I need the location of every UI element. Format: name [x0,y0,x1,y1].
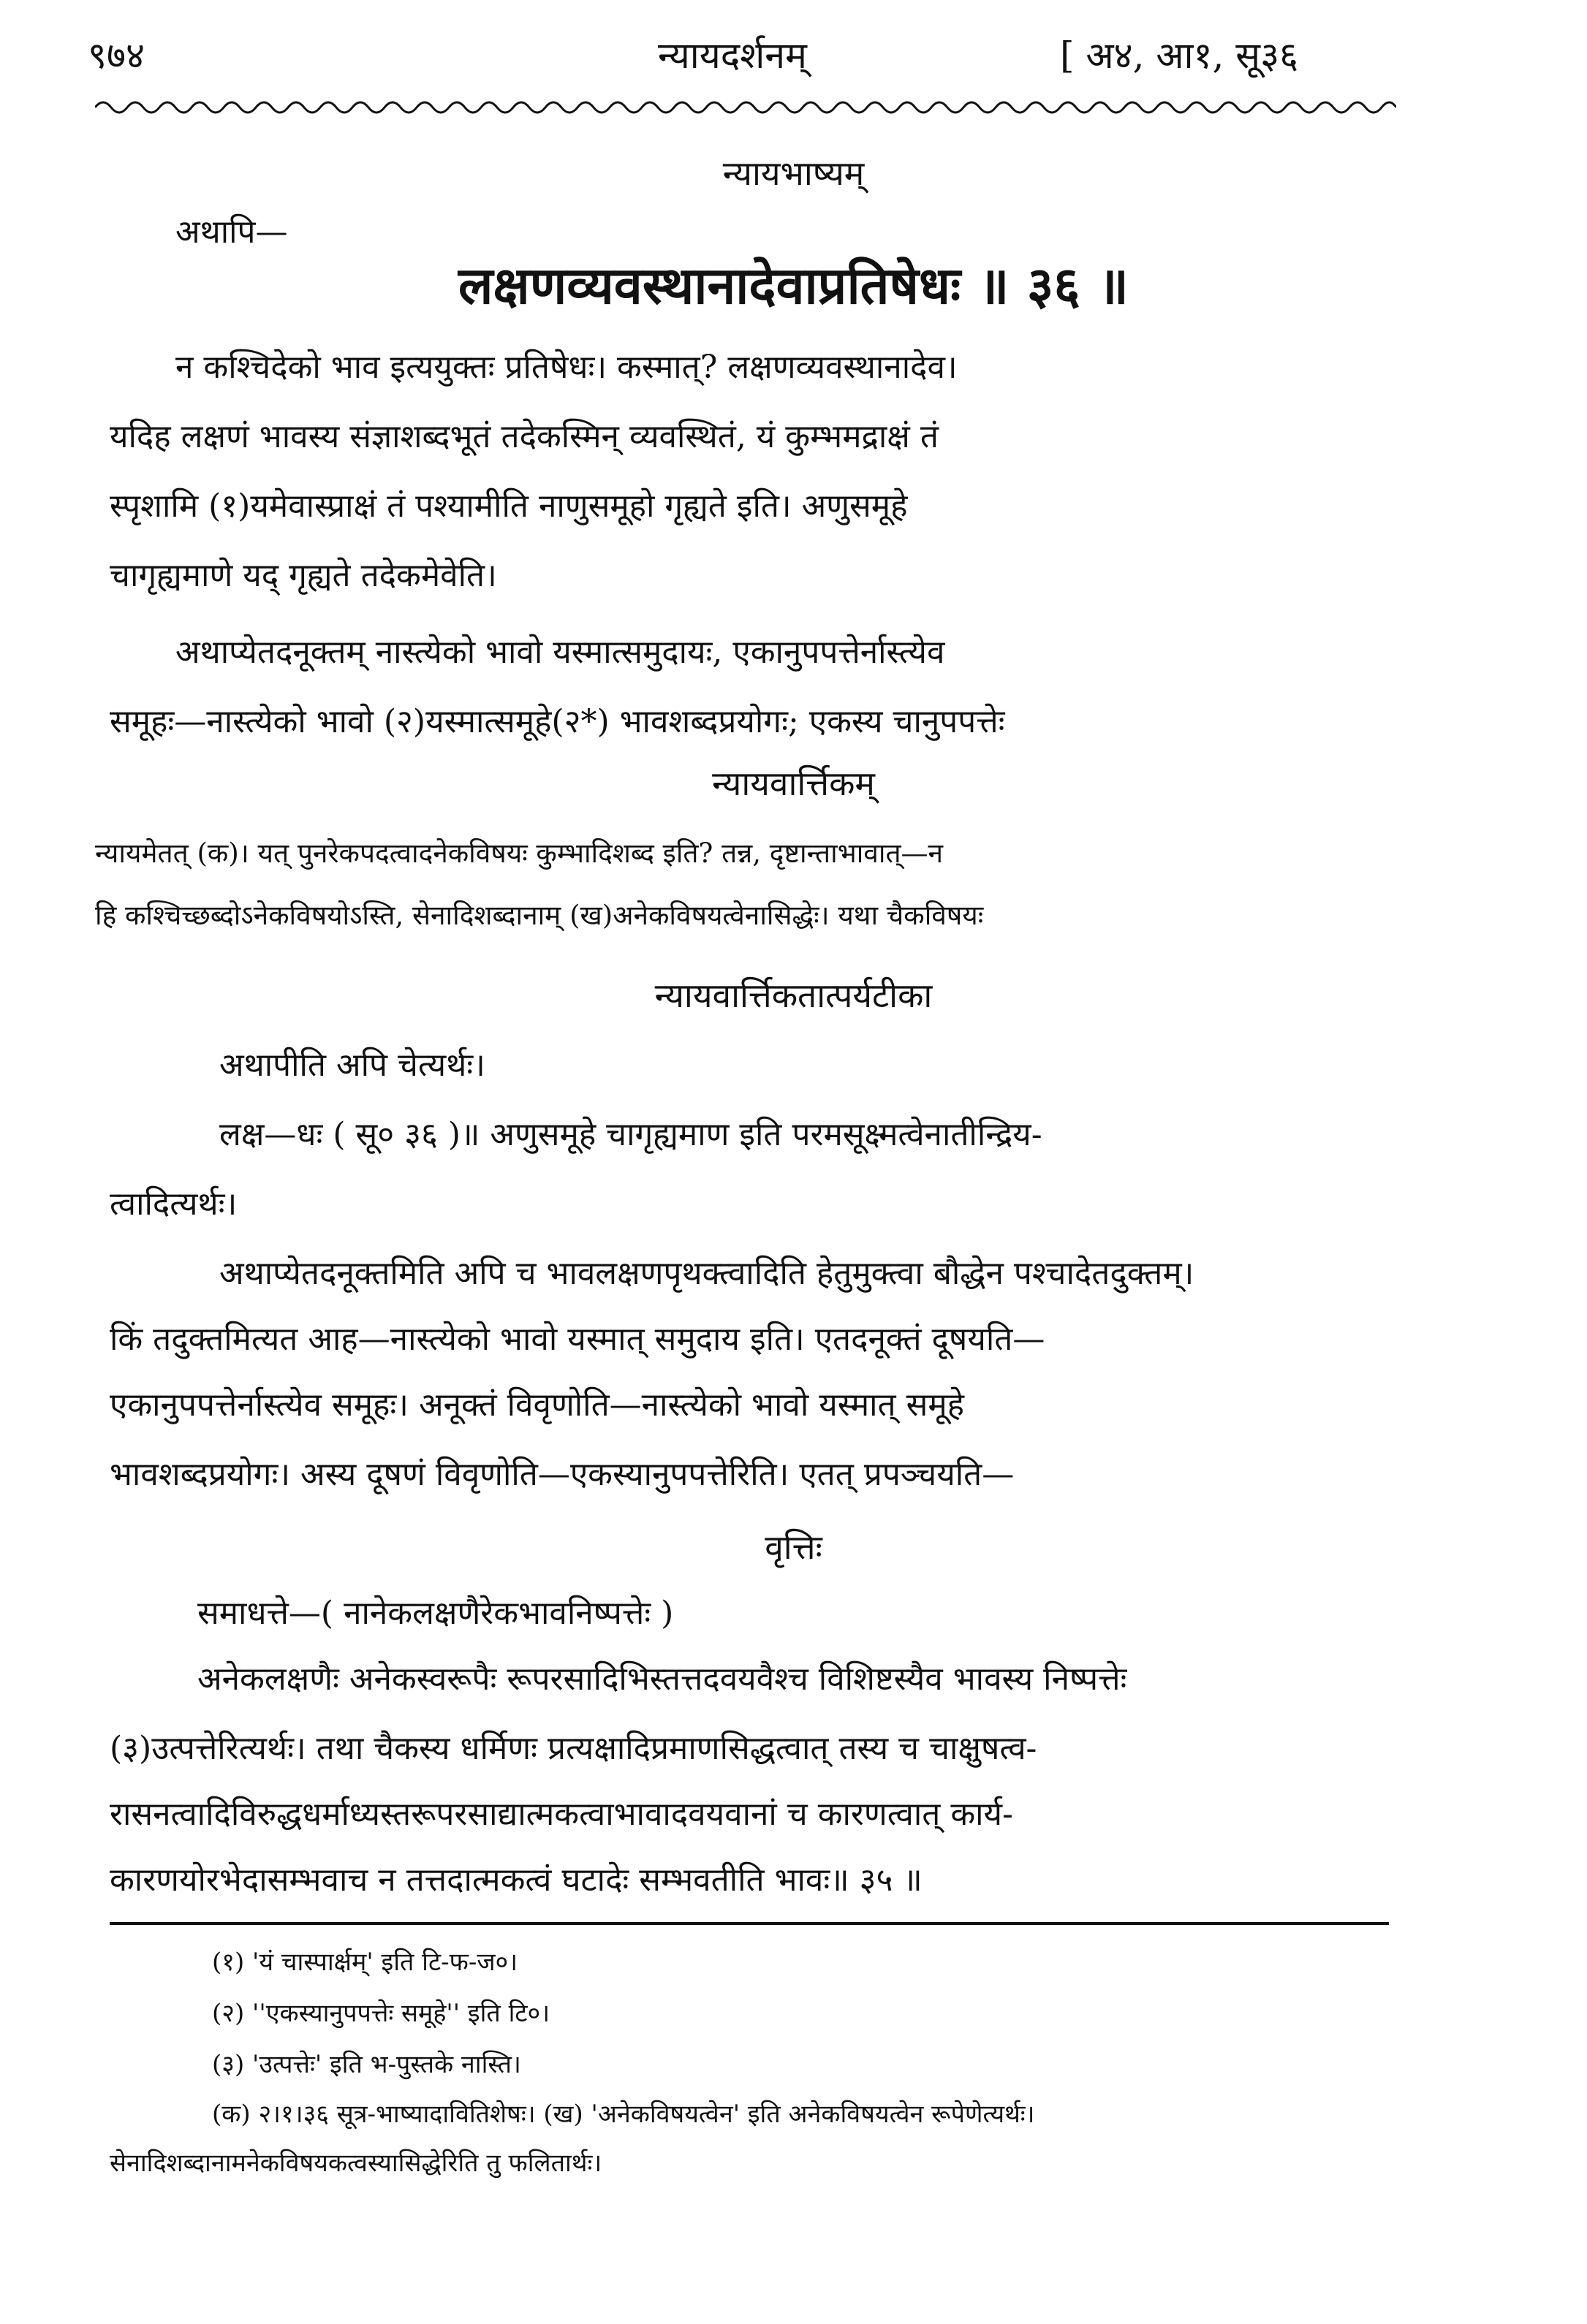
footnote: (१) 'यं चास्पार्क्षम्' इति टि-फ-ज०। [212,1948,518,1977]
vritti-line: अनेकलक्षणैः अनेकस्वरूपैः रूपरसादिभिस्तत्तदवयवैश्च विशिष्टस्यैव भावस्य निष्पत्तेः [197,1660,1127,1698]
bhashya-line: स्पृशामि (१)यमेवास्प्राक्षं तं पश्यामीति नाणुसमूहो गृह्यते इति। अणुसमूहे [110,487,908,525]
bhashya-heading: न्यायभाष्यम् [722,153,865,193]
footnote-separator [110,1922,1389,1925]
sutra-text: लक्षणव्यवस्थानादेवाप्रतिषेधः ॥ ३६ ॥ [458,255,1129,316]
vritti-line: कारणयोरभेदासम्भवाच न तत्तदात्मकत्वं घटादेः सम्भवतीति भावः॥ ३५ ॥ [110,1861,923,1899]
header-wavy-divider [95,95,1396,120]
tika-line: एकानुपपत्तेर्नास्त्येव समूहः। अनूक्तं विवृणोति—नास्त्येको भावो यस्मात् समूहे [110,1386,965,1424]
vartika-heading: न्यायवार्त्तिकम् [712,764,875,803]
tika-line: त्वादित्यर्थः। [110,1185,238,1223]
bhashya-intro: अथापि— [175,213,288,251]
vritti-line: रासनत्वादिविरुद्धधर्माध्यस्तरूपरसाद्यात्मकत्वाभावादवयवानां च कारणत्वात् कार्य- [110,1796,1013,1833]
footnote: सेनादिशब्दानामनेकविषयकत्वस्यासिद्धेरिति तु फलितार्थः। [110,2149,602,2178]
page-number: ९७४ [88,34,145,77]
vartika-line: हि कश्चिच्छब्दोऽनेकविषयोऽस्ति, सेनादिशब्दानाम् (ख)अनेकविषयत्वेनासिद्धेः। यथा चैकविषयः [95,900,984,931]
vritti-line: समाधत्ते—( नानेकलक्षणैरेकभावनिष्पत्तेः ) [197,1595,674,1632]
bhashya-line: यदिह लक्षणं भावस्य संज्ञाशब्दभूतं तदेकस्मिन् व्यवस्थितं, यं कुम्भमद्राक्षं तं [110,418,939,455]
sutra-reference: [ अ४, आ१, सू३६ [1060,34,1299,77]
bhashya-line: चागृह्यमाणे यद् गृह्यते तदेकमेवेति। [110,557,497,594]
tika-line: अथाप्येतदनूक्तमिति अपि च भावलक्षणपृथक्त्वादिति हेतुमुक्त्वा बौद्धेन पश्चादेतदुक्तम्। [219,1255,1194,1292]
bhashya-line: अथाप्येतदनूक्तम् नास्त्येको भावो यस्मात्समुदायः, एकानुपपत्तेर्नास्त्येव [175,634,945,671]
footnote: (क) २।१।३६ सूत्र-भाष्यादावितिशेषः। (ख) 'अनेकविषयत्वेन' इति अनेकविषयत्वेन रूपेणेत्यर्थः। [212,2100,1035,2129]
bhashya-line: समूहः—नास्त्येको भावो (२)यस्मात्समूहे(२*) भावशब्दप्रयोगः; एकस्य चानुपपत्तेः [110,703,1005,740]
bhashya-line: न कश्चिदेको भाव इत्ययुक्तः प्रतिषेधः। कस्मात्? लक्षणव्यवस्थानादेव। [175,349,958,386]
tika-line: किं तदुक्तमित्यत आह—नास्त्येको भावो यस्मात् समुदाय इति। एतदनूक्तं दूषयति— [110,1321,1045,1358]
tika-line: अथापीति अपि चेत्यर्थः। [219,1047,485,1084]
footnote: (२) ''एकस्यानुपपत्तेः समूहे'' इति टि०। [212,1999,550,2028]
vartika-line: न्यायमेतत् (क)। यत् पुनरेकपदत्वादनेकविषयः कुम्भादिशब्द इति? तन्न, दृष्टान्ताभावात्—न [95,838,944,869]
vritti-line: (३)उत्पत्तेरित्यर्थः। तथा चैकस्य धर्मिणः प्रत्यक्षादिप्रमाणसिद्धत्वात् तस्य च चाक्षुषत्व- [110,1730,1037,1767]
tika-line: भावशब्दप्रयोगः। अस्य दूषणं विवृणोति—एकस्यानुपपत्तेरिति। एतत् प्रपञ्चयति— [110,1456,1015,1493]
running-title: न्यायदर्शनम् [658,34,807,77]
footnote: (३) 'उत्पत्तेः' इति भ-पुस्तके नास्ति। [212,2050,521,2079]
vritti-heading: वृत्तिः [765,1527,822,1567]
tika-heading: न्यायवार्त्तिकतात्पर्यटीका [654,976,933,1015]
tika-line: लक्ष—धः ( सू० ३६ )॥ अणुसमूहे चागृह्यमाण इति परमसूक्ष्मत्वेनातीन्द्रिय- [219,1116,1042,1153]
